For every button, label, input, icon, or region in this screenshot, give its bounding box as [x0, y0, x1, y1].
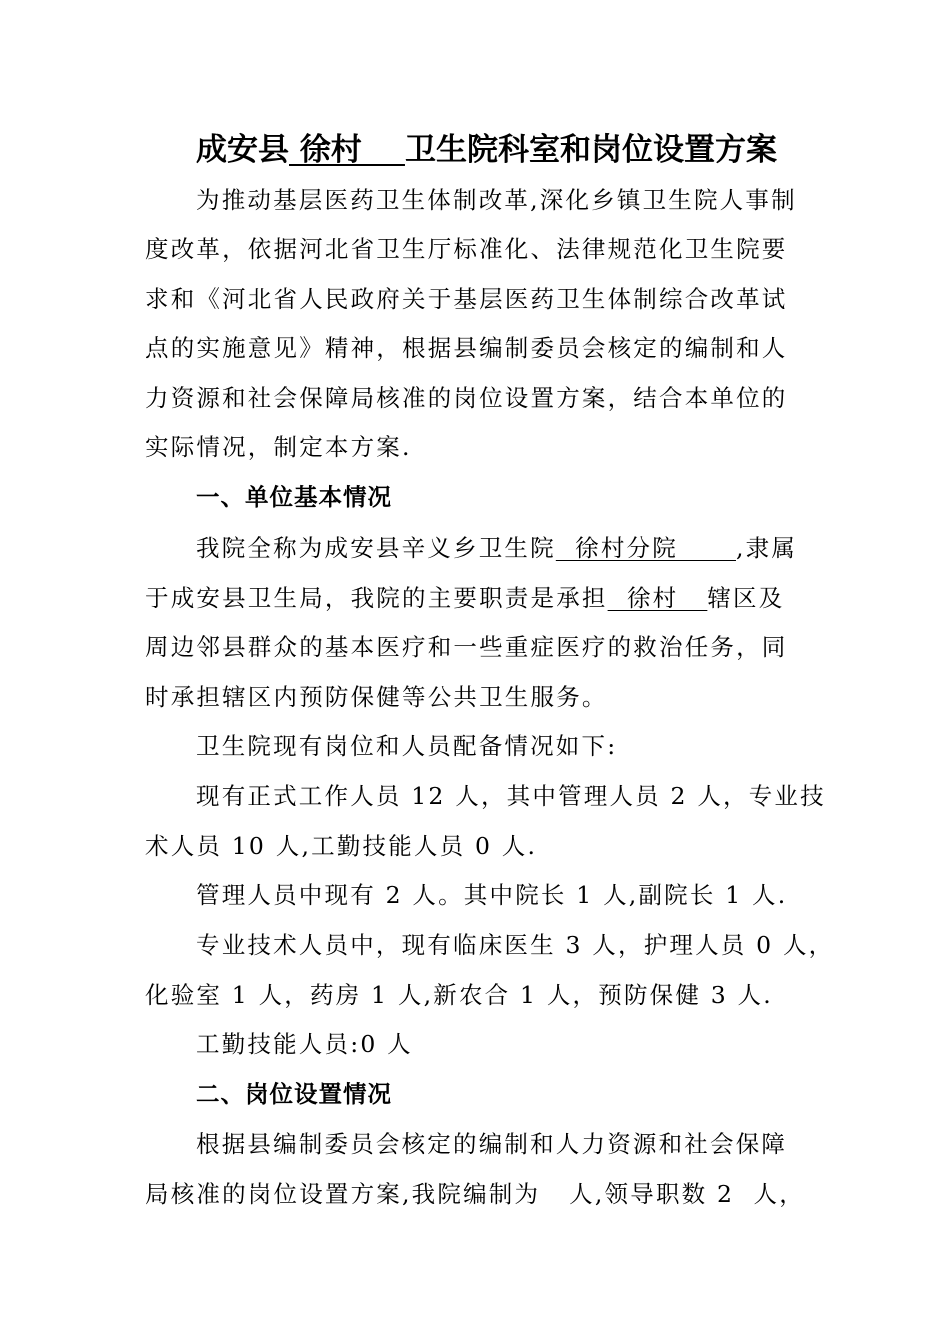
professional-staff-line-1: 专业技术人员中，现有临床医生 3 人，护理人员 0 人， [196, 931, 835, 959]
hospital-name-blank: 徐村分院 [555, 534, 736, 562]
basic-info-line-1: 我院全称为成安县辛义乡卫生院 徐村分院 ,隶属 [196, 534, 798, 562]
title-county: 成安县 [196, 132, 289, 168]
post-setting-line-1: 根据县编制委员会核定的编制和人力资源和社会保障 [196, 1130, 788, 1158]
management-staff-line: 管理人员中现有 2 人。其中院长 1 人,副院长 1 人. [196, 881, 788, 909]
basic-info-line-3: 周边邻县群众的基本医疗和一些重症医疗的救治任务，同 [145, 633, 788, 661]
title-village-blank: 徐村 [289, 132, 405, 168]
intro-line-5: 力资源和社会保障局核准的岗位设置方案，结合本单位的 [145, 384, 788, 412]
basic-info-line-4: 时承担辖区内预防保健等公共卫生服务。 [145, 683, 608, 711]
section-heading-2: 二、岗位设置情况 [196, 1080, 392, 1108]
document-title [196, 128, 836, 172]
intro-line-4: 点的实施意见》精神，根据县编制委员会核定的编制和人 [145, 334, 788, 362]
intro-line-3: 求和《河北省人民政府关于基层医药卫生体制综合改革试 [145, 285, 788, 313]
post-setting-line-2: 局核准的岗位设置方案,我院编制为 人,领导职数 2 人， [145, 1180, 805, 1208]
support-staff-line: 工勤技能人员:0 人 [196, 1030, 413, 1058]
staff-count-line-1: 现有正式工作人员 12 人，其中管理人员 2 人，专业技 [196, 782, 826, 810]
professional-staff-line-2: 化验室 1 人，药房 1 人,新农合 1 人，预防保健 3 人. [145, 981, 773, 1009]
intro-line-2: 度改革，依据河北省卫生厅标准化、法律规范化卫生院要 [145, 235, 788, 263]
staffing-intro: 卫生院现有岗位和人员配备情况如下: [196, 732, 618, 760]
section-heading-1: 一、单位基本情况 [196, 483, 392, 511]
title-rest: 卫生院科室和岗位设置方案 [404, 132, 777, 168]
intro-line-1: 为推动基层医药卫生体制改革,深化乡镇卫生院人事制 [196, 186, 797, 214]
staff-count-line-2: 术人员 10 人,工勤技能人员 0 人. [145, 832, 538, 860]
intro-line-6: 实际情况，制定本方案. [145, 433, 412, 461]
area-name-blank: 徐村 [607, 584, 708, 612]
basic-info-line-2: 于成安县卫生局，我院的主要职责是承担 徐村 辖区及 [145, 584, 785, 612]
